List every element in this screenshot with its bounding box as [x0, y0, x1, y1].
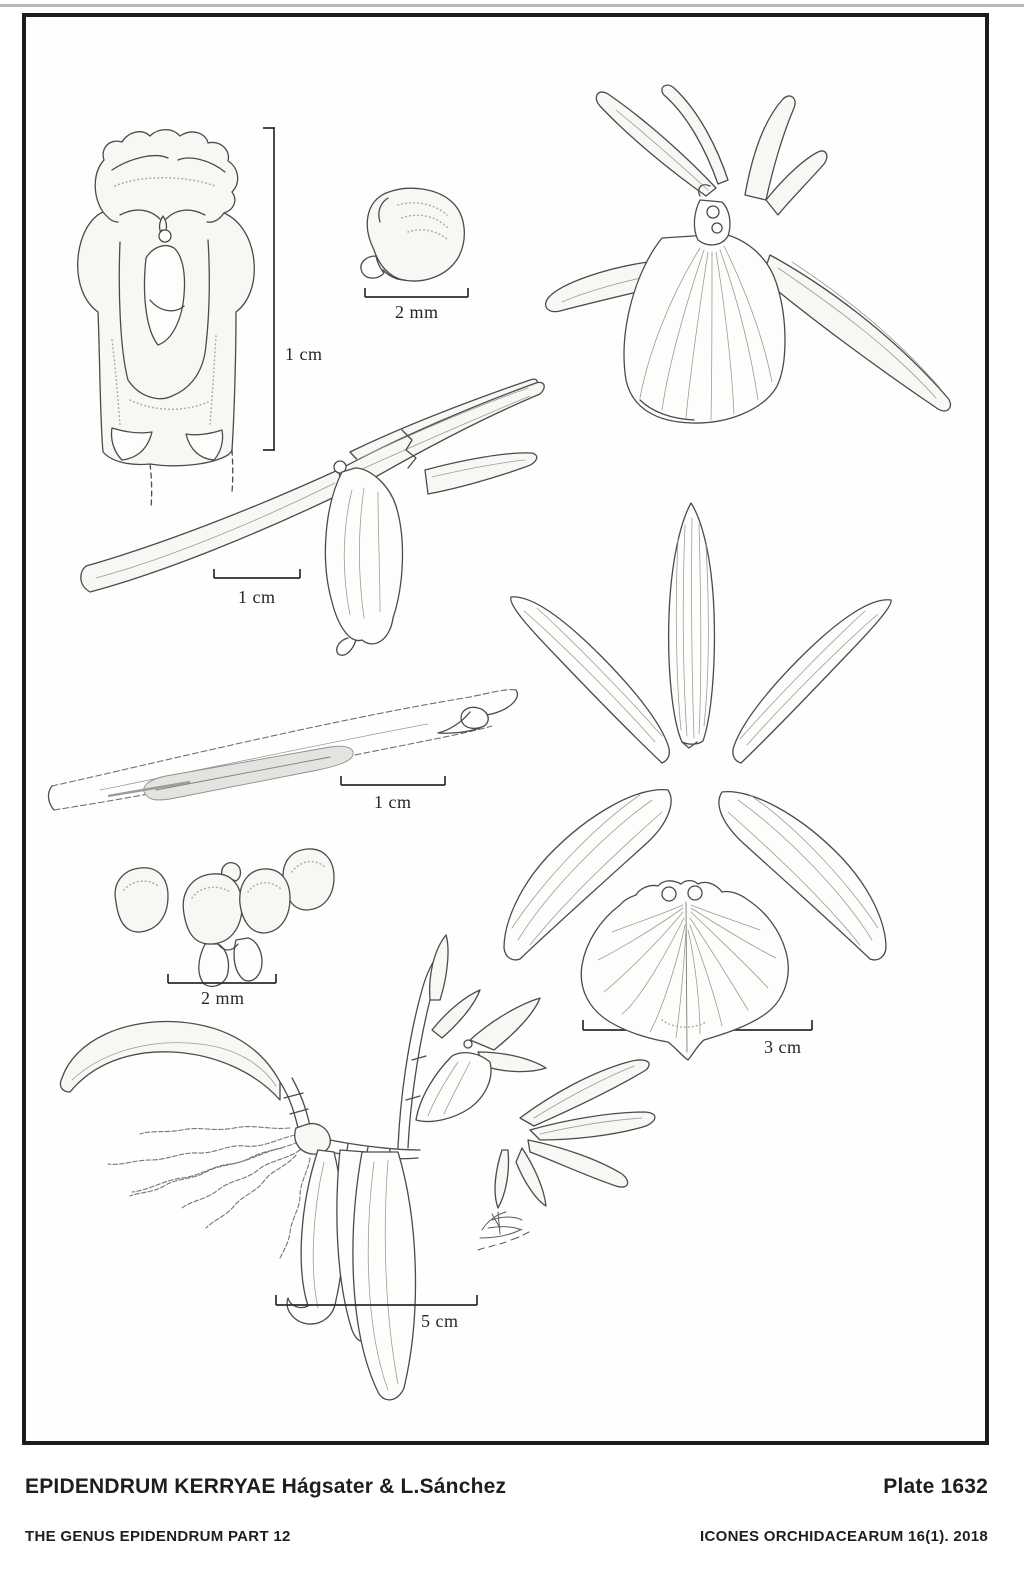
- figure-flower-front-view: [546, 85, 951, 423]
- scale-label-pollinia: 2 mm: [201, 988, 245, 1008]
- scale-label-flower-side: 1 cm: [238, 587, 276, 607]
- scale-label-flower-section: 1 cm: [374, 792, 412, 812]
- scale-bar-flower-section: [341, 776, 445, 785]
- figure-anther-cap: [361, 188, 464, 281]
- plate-number: Plate 1632: [883, 1475, 988, 1498]
- species-title: EPIDENDRUM KERRYAE Hágsater & L.Sánchez: [25, 1475, 507, 1498]
- scale-bar-column: [263, 128, 275, 450]
- scale-label-dissection: 3 cm: [764, 1037, 802, 1057]
- figure-dissected-perianth: [504, 503, 891, 1060]
- publication-reference: ICONES ORCHIDACEARUM 16(1). 2018: [700, 1528, 988, 1545]
- scale-bar-flower-side: [214, 569, 300, 578]
- figure-plant-habit: [60, 935, 654, 1400]
- series-title: THE GENUS EPIDENDRUM PART 12: [25, 1528, 291, 1545]
- plate-series-row: [25, 1528, 988, 1545]
- figure-pollinia: [115, 849, 334, 986]
- plate-caption-row: [25, 1475, 988, 1499]
- artist-signature: [478, 1212, 529, 1250]
- scale-label-column: 1 cm: [285, 344, 323, 364]
- scale-bar-anther-cap: [365, 288, 468, 297]
- figure-flower-longitudinal-section: [48, 690, 517, 810]
- scale-label-anther-cap: 2 mm: [395, 302, 439, 322]
- figure-column-ventral-view: [78, 130, 255, 508]
- scale-label-habit: 5 cm: [421, 1311, 459, 1331]
